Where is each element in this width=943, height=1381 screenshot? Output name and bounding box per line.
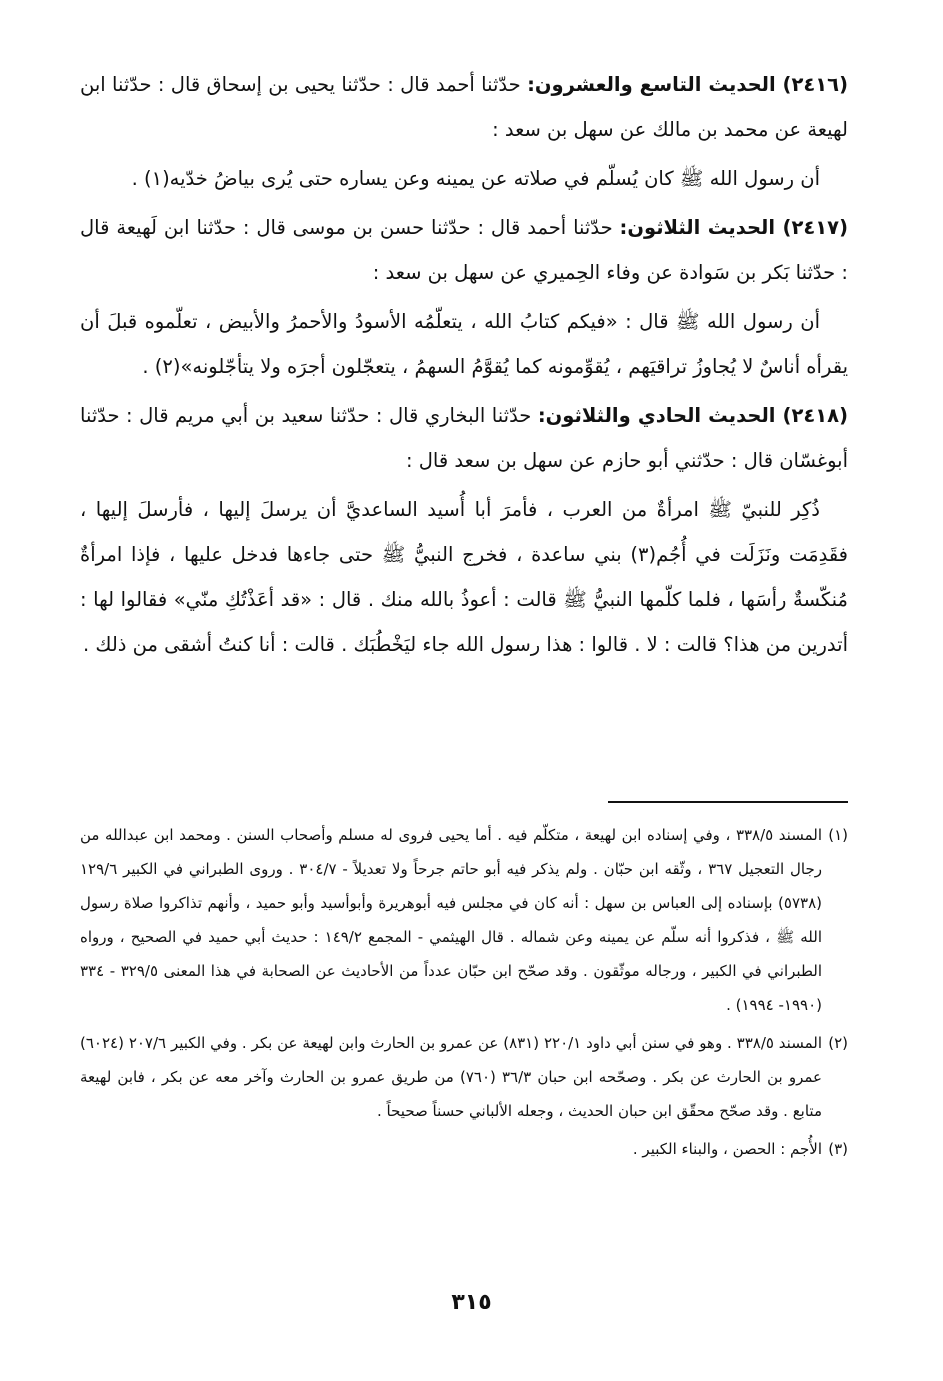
- hadith-isnad: حدّثنا أحمد قال : حدّثنا يحيى بن إسحاق قال : حدّثنا ابن لهيعة عن محمد بن مالك عن سهل بن سعد :: [80, 73, 848, 141]
- main-text: [80, 62, 848, 667]
- footnote-3: [80, 1132, 848, 1166]
- hadith-2418-matn: [80, 487, 848, 667]
- hadith-matn: أن رسول الله ﷺ قال : «فيكم كتابُ الله ، يتعلّمُه الأسودُ والأحمرُ والأبيض ، تعلّموه قبلَ أن يقرأه أناسٌ لا يُجاوزُ تراقيَهم ، يُقوِّمونه كما يُقوَّمُ السهمُ ، يتعجّلون أجرَه ولا يتأجّلونه»(٢) .: [80, 310, 848, 378]
- footnote-number: (٢): [828, 1034, 848, 1052]
- footnote-number: (٣): [828, 1140, 848, 1158]
- footnote-number: (١): [828, 826, 848, 844]
- footnote-1: [80, 818, 848, 1022]
- hadith-isnad: حدّثنا البخاري قال : حدّثنا سعيد بن أبي مريم قال : حدّثنا أبوغسّان قال : حدّثني أبو حازم عن سهل بن سعد قال :: [80, 404, 848, 472]
- footnote-text: المسند ٣٣٨/٥ . وهو في سنن أبي داود ٢٢٠/١ (٨٣١) عن عمرو بن الحارث وابن لهيعة عن بكر . وفي الكبير ٢٠٧/٦ (٦٠٢٤) عمرو بن الحارث عن بكر . وصحّحه ابن حبان ٣٦/٣ (٧٦٠) من طريق عمرو بن الحارث وآخر معه عن بكر ، فابن لهيعة متابع . وقد صحّح محقّق ابن حبان الحديث ، وجعله الألباني حسناً صحيحاً .: [80, 1034, 822, 1120]
- page-number: ٣١٥: [451, 1290, 492, 1315]
- hadith-isnad: حدّثنا أحمد قال : حدّثنا حسن بن موسى قال : حدّثنا ابن لَهيعة قال : حدّثنا بَكر بن سَوادة عن وفاء الحِميري عن سهل بن سعد :: [80, 216, 848, 284]
- footnote-2: [80, 1026, 848, 1128]
- hadith-heading: (٢٤١٨) الحديث الحادي والثلاثون:: [537, 404, 848, 427]
- hadith-2416-matn: [80, 156, 848, 201]
- hadith-heading: (٢٤١٦) الحديث التاسع والعشرون:: [527, 73, 848, 96]
- hadith-matn: أن رسول الله ﷺ كان يُسلّم في صلاته عن يمينه وعن يساره حتى يُرى بياضُ خدّيه(١) .: [131, 167, 820, 190]
- hadith-heading: (٢٤١٧) الحديث الثلاثون:: [619, 216, 848, 239]
- footnotes: [80, 818, 848, 1170]
- hadith-2418-isnad: [80, 393, 848, 483]
- hadith-2417-matn: [80, 299, 848, 389]
- hadith-2417-isnad: [80, 205, 848, 295]
- footnote-text: المسند ٣٣٨/٥ ، وفي إسناده ابن لهيعة ، متكلّم فيه . أما يحيى فروى له مسلم وأصحاب السنن . ومحمد ابن عبدالله من رجال التعجيل ٣٦٧ ، وثّقه ابن حبّان . ولم يذكر فيه أبو حاتم جرحاً ولا تعديلاً - ٣٠٤/٧ . وروى الطبراني في الكبير ١٢٩/٦ (٥٧٣٨) بإسناده إلى العباس بن سهل : أنه كان في مجلس فيه أبوهريرة وأبوأسيد وأبو حميد ، وأنهم تذاكروا صلاة رسول الله ﷺ ، فذكروا أنه سلّم عن يمينه وعن شماله . قال الهيثمي - المجمع ١٤٩/٢ : حديث أبي حميد في الصحيح ، ورواه الطبراني في الكبير ، ورجاله موثّقون . وقد صحّح ابن حبّان عدداً من الأحاديث عن الصحابة في هذا المعنى ٣٢٩/٥ - ٣٣٤ (١٩٩٠- ١٩٩٤) .: [80, 826, 823, 1014]
- hadith-matn: ذُكِر للنبيّ ﷺ امرأةٌ من العرب ، فأمرَ أبا أُسيد الساعديَّ أن يرسلَ إليها ، فأرسلَ إليها ، فقَدِمَت ونَزَلَت في أُجُم(٣) بني ساعدة ، فخرج النبيُّ ﷺ حتى جاءها فدخل عليها ، فإذا امرأةٌ مُنكّسةٌ رأسَها ، فلما كلّمها النبيُّ ﷺ قالت : أعوذُ بالله منك . قال : «قد أعَذْتُكِ منّي» فقالوا لها : أتدرين من هذا؟ قالت : لا . قالوا : هذا رسول الله جاء ليَخْطُبَك . قالت : أنا كنتُ أشقى من ذلك .: [80, 498, 849, 656]
- hadith-2416-isnad: [80, 62, 848, 152]
- footnote-divider: [608, 801, 848, 803]
- footnote-text: الأُجم : الحصن ، والبناء الكبير .: [632, 1140, 822, 1158]
